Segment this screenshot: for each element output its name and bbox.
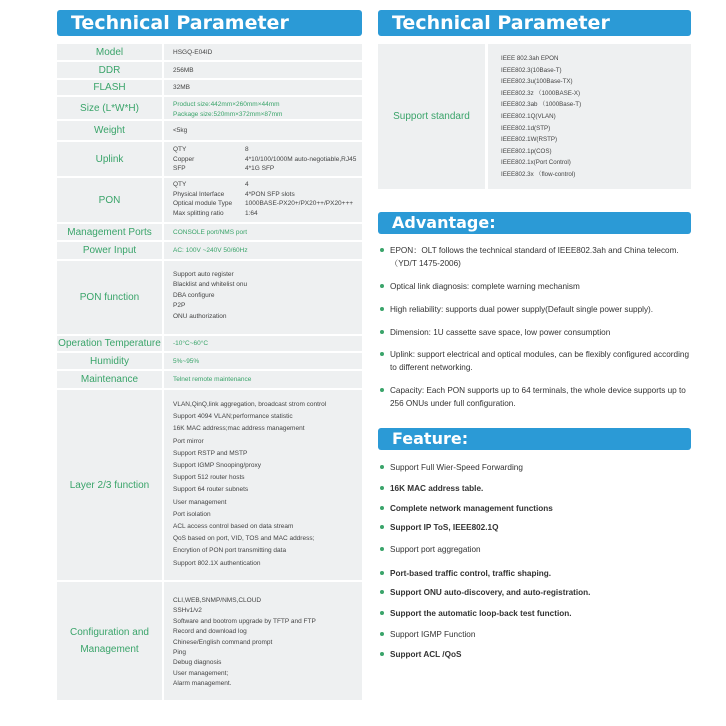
row-value bbox=[164, 336, 362, 351]
row-value-line: CONSOLE port/NMS port bbox=[173, 228, 248, 236]
advantage-header: Advantage: bbox=[378, 212, 691, 234]
table-row bbox=[57, 121, 362, 140]
row-value-line: Blacklist and whitelist onu bbox=[173, 281, 248, 289]
row-value bbox=[164, 97, 362, 119]
feature-text: Support IP ToS, IEEE802.1Q bbox=[390, 523, 499, 532]
row-value-line: 32MB bbox=[173, 84, 190, 92]
bullet-icon bbox=[380, 506, 384, 510]
row-value bbox=[164, 178, 362, 222]
bullet-icon bbox=[380, 388, 384, 392]
bullet-icon bbox=[380, 525, 384, 529]
row-value-line: AC: 100V ~240V 50/60Hz bbox=[173, 247, 248, 255]
row-value-line: 16K MAC address;mac address management bbox=[173, 425, 305, 433]
row-value-line: ONU authorization bbox=[173, 312, 227, 320]
row-label: PON bbox=[57, 178, 162, 222]
row-label: Weight bbox=[57, 121, 162, 140]
advantage-text: High reliability: supports dual power supply(Default single power supply). bbox=[390, 305, 654, 314]
left-technical-parameter-header: Technical Parameter bbox=[57, 10, 362, 36]
table-row bbox=[57, 261, 362, 334]
feature-text: Support the automatic loop-back test function. bbox=[390, 609, 572, 618]
pair-value: 8 bbox=[245, 146, 249, 153]
row-value-pair bbox=[173, 155, 362, 165]
advantage-text: Optical link diagnosis: complete warning mechanism bbox=[390, 282, 580, 291]
row-value-line: Record and download log bbox=[173, 628, 247, 636]
advantage-text: Capacity: Each PON supports up to 64 terminals, the whole device supports up to 256 ONUs under full configuration. bbox=[390, 386, 686, 408]
standard-item: IEEE802.1W(RSTP) bbox=[501, 136, 558, 144]
row-value bbox=[164, 224, 362, 240]
table-row bbox=[57, 80, 362, 95]
feature-text: Support Full Wier-Speed Forwarding bbox=[390, 463, 523, 472]
row-label: Operation Temperature bbox=[58, 338, 161, 349]
bullet-icon bbox=[380, 465, 384, 469]
pair-key: QTY bbox=[173, 146, 187, 153]
support-standard-label: Support standard bbox=[378, 44, 485, 189]
pair-key: Max splitting ratio bbox=[173, 209, 224, 217]
right-technical-parameter-header: Technical Parameter bbox=[378, 10, 691, 36]
feature-text: Complete network management functions bbox=[390, 504, 553, 513]
row-value-line: Support RSTP and MSTP bbox=[173, 449, 248, 457]
row-value-pair bbox=[173, 209, 362, 219]
row-value bbox=[164, 121, 362, 140]
pair-value: 4 bbox=[245, 181, 249, 188]
bullet-icon bbox=[380, 248, 384, 252]
row-value-line: Support auto register bbox=[173, 271, 234, 278]
row-label: FLASH bbox=[57, 80, 162, 95]
row-label: Humidity bbox=[57, 353, 162, 369]
advantage-text: Dimension: 1U cassette save space, low power consumption bbox=[390, 328, 611, 337]
row-value-line: Ping bbox=[173, 649, 187, 657]
pair-value: 4*10/100/1000M auto-negotiable,RJ45 bbox=[245, 155, 357, 163]
row-value-pair bbox=[173, 164, 362, 174]
bullet-icon bbox=[380, 284, 384, 288]
table-row bbox=[57, 62, 362, 78]
advantage-text: Uplink: support electrical and optical modules, can be flexibly configured according to different networking. bbox=[390, 350, 690, 372]
feature-text: Support ONU auto-discovery, and auto-registration. bbox=[390, 588, 591, 597]
pair-value: 4*1G SFP bbox=[245, 165, 275, 173]
standard-item: IEEE802.3x （flow-control) bbox=[501, 170, 576, 178]
row-value-line: Product size:442mm×260mm×44mm bbox=[173, 101, 280, 108]
pair-key: QTY bbox=[173, 181, 187, 188]
row-value-pair bbox=[173, 190, 362, 200]
row-label: Uplink bbox=[57, 142, 162, 176]
support-standard-table bbox=[378, 44, 691, 189]
row-label: Power Input bbox=[57, 242, 162, 259]
row-value bbox=[164, 80, 362, 95]
row-value-line: QoS based on port, VID, TOS and MAC address; bbox=[173, 535, 315, 543]
row-value-line: Port mirror bbox=[173, 437, 204, 445]
feature-text: Support ACL /QoS bbox=[390, 650, 462, 659]
row-value-line: Chinese/English command prompt bbox=[173, 638, 273, 646]
row-value bbox=[164, 371, 362, 388]
row-value-line: 256MB bbox=[173, 66, 194, 74]
row-label: Management Ports bbox=[57, 224, 162, 240]
row-value-line: 5%~95% bbox=[173, 357, 200, 365]
row-value-line: Support 64 router subnets bbox=[173, 486, 249, 494]
row-value-line: DBA configure bbox=[173, 291, 215, 299]
bullet-icon bbox=[380, 352, 384, 356]
feature-text: Support IGMP Function bbox=[390, 630, 476, 639]
pair-key: Physical Interface bbox=[173, 190, 225, 198]
bullet-icon bbox=[380, 307, 384, 311]
row-value-line: Software and bootrom upgrade by TFTP and FTP bbox=[173, 617, 316, 625]
standard-item: IEEE802.3(10Base-T) bbox=[501, 66, 562, 74]
row-label: Configuration and Management bbox=[57, 582, 162, 700]
row-value-pair bbox=[173, 180, 362, 190]
standard-item: IEEE802.1Q(VLAN) bbox=[501, 112, 556, 120]
row-value bbox=[164, 242, 362, 259]
bullet-icon bbox=[380, 547, 384, 551]
row-value bbox=[164, 261, 362, 334]
pair-key: SFP bbox=[173, 165, 186, 173]
standard-item: IEEE 802.3ah EPON bbox=[501, 55, 559, 62]
row-value-pair bbox=[173, 199, 362, 209]
row-value-line: Support 802.1X authentication bbox=[173, 559, 261, 567]
row-value-line: Support 4094 VLAN;performance statistic bbox=[173, 413, 293, 421]
row-value-line: <5kg bbox=[173, 127, 188, 135]
row-label: Maintenance bbox=[57, 371, 162, 388]
feature-text: Support port aggregation bbox=[390, 545, 481, 554]
row-value-line: User management; bbox=[173, 669, 229, 677]
row-value-line: User management bbox=[173, 498, 227, 506]
row-value-line: Port isolation bbox=[173, 510, 211, 518]
advantage-text: EPON：OLT follows the technical standard of IEEE802.3ah and China telecom.（YD/T 1475-2006) bbox=[390, 246, 679, 268]
bullet-icon bbox=[380, 611, 384, 615]
pair-key: Optical module Type bbox=[173, 200, 233, 208]
pair-key: Copper bbox=[173, 155, 195, 163]
row-value bbox=[164, 390, 362, 580]
row-value-line: Support IGMP Snooping/proxy bbox=[173, 462, 262, 470]
table-row bbox=[57, 224, 362, 240]
table-row bbox=[57, 353, 362, 369]
row-value-line: Alarm management. bbox=[173, 680, 232, 688]
row-value bbox=[164, 582, 362, 700]
standard-item: IEEE802.3z （1000BASE-X) bbox=[501, 89, 581, 97]
row-value-line: Debug diagnosis bbox=[173, 659, 222, 667]
table-row bbox=[57, 390, 362, 580]
row-value-line: Telnet remote maintenance bbox=[173, 376, 252, 384]
table-row bbox=[57, 97, 362, 119]
row-value bbox=[164, 62, 362, 78]
row-value-line: -10°C~60°C bbox=[173, 340, 209, 348]
pair-value: 4*PON SFP slots bbox=[245, 190, 295, 198]
table-row bbox=[57, 336, 362, 351]
row-value bbox=[164, 44, 362, 60]
table-row bbox=[57, 44, 362, 60]
table-row bbox=[57, 178, 362, 222]
row-value-line: CLI,WEB,SNMP/NMS,CLOUD bbox=[173, 597, 262, 604]
row-value-line: P2P bbox=[173, 302, 186, 310]
bullet-icon bbox=[380, 571, 384, 575]
row-value-pair bbox=[173, 145, 362, 155]
row-label: DDR bbox=[57, 62, 162, 78]
table-row bbox=[57, 371, 362, 388]
bullet-icon bbox=[380, 632, 384, 636]
row-value-line: Support 512 router hosts bbox=[173, 474, 245, 482]
row-label: Size (L*W*H) bbox=[57, 97, 162, 119]
standard-item: IEEE802.3ab （1000Base-T) bbox=[501, 101, 582, 109]
bullet-icon bbox=[380, 486, 384, 490]
bullet-icon bbox=[380, 330, 384, 334]
row-value-line: SSHv1/v2 bbox=[173, 607, 202, 615]
standard-item: IEEE802.1x(Port Control) bbox=[501, 159, 571, 167]
standard-item: IEEE802.1d(STP) bbox=[501, 124, 551, 132]
table-row bbox=[57, 582, 362, 700]
row-label: Model bbox=[57, 44, 162, 60]
row-value bbox=[164, 353, 362, 369]
standard-item: IEEE802.3u(100Base-TX) bbox=[501, 78, 573, 86]
table-row bbox=[57, 142, 362, 176]
support-standard-values bbox=[488, 44, 691, 189]
feature-header: Feature: bbox=[378, 428, 691, 450]
row-value bbox=[164, 142, 362, 176]
row-value-line: HSGQ-E04ID bbox=[173, 48, 213, 56]
pair-value: 1:64 bbox=[245, 209, 258, 217]
feature-text: Port-based traffic control, traffic shaping. bbox=[390, 569, 552, 578]
row-value-line: VLAN,QinQ,link aggregation, broadcast strom control bbox=[173, 401, 327, 408]
bullet-icon bbox=[380, 652, 384, 656]
row-value-line: Package size:520mm×372mm×87mm bbox=[173, 110, 283, 118]
bullet-icon bbox=[380, 590, 384, 594]
standard-item: IEEE802.1p(COS) bbox=[501, 147, 552, 155]
row-label: PON function bbox=[57, 261, 162, 334]
row-value-line: ACL access control based on data stream bbox=[173, 523, 294, 531]
pair-value: 1000BASE-PX20+/PX20++/PX20+++ bbox=[245, 200, 354, 208]
table-row bbox=[57, 242, 362, 259]
row-label: Layer 2/3 function bbox=[57, 390, 162, 580]
feature-text: 16K MAC address table. bbox=[390, 484, 484, 493]
row-value-line: Encrytion of PON port transmitting data bbox=[173, 547, 287, 555]
